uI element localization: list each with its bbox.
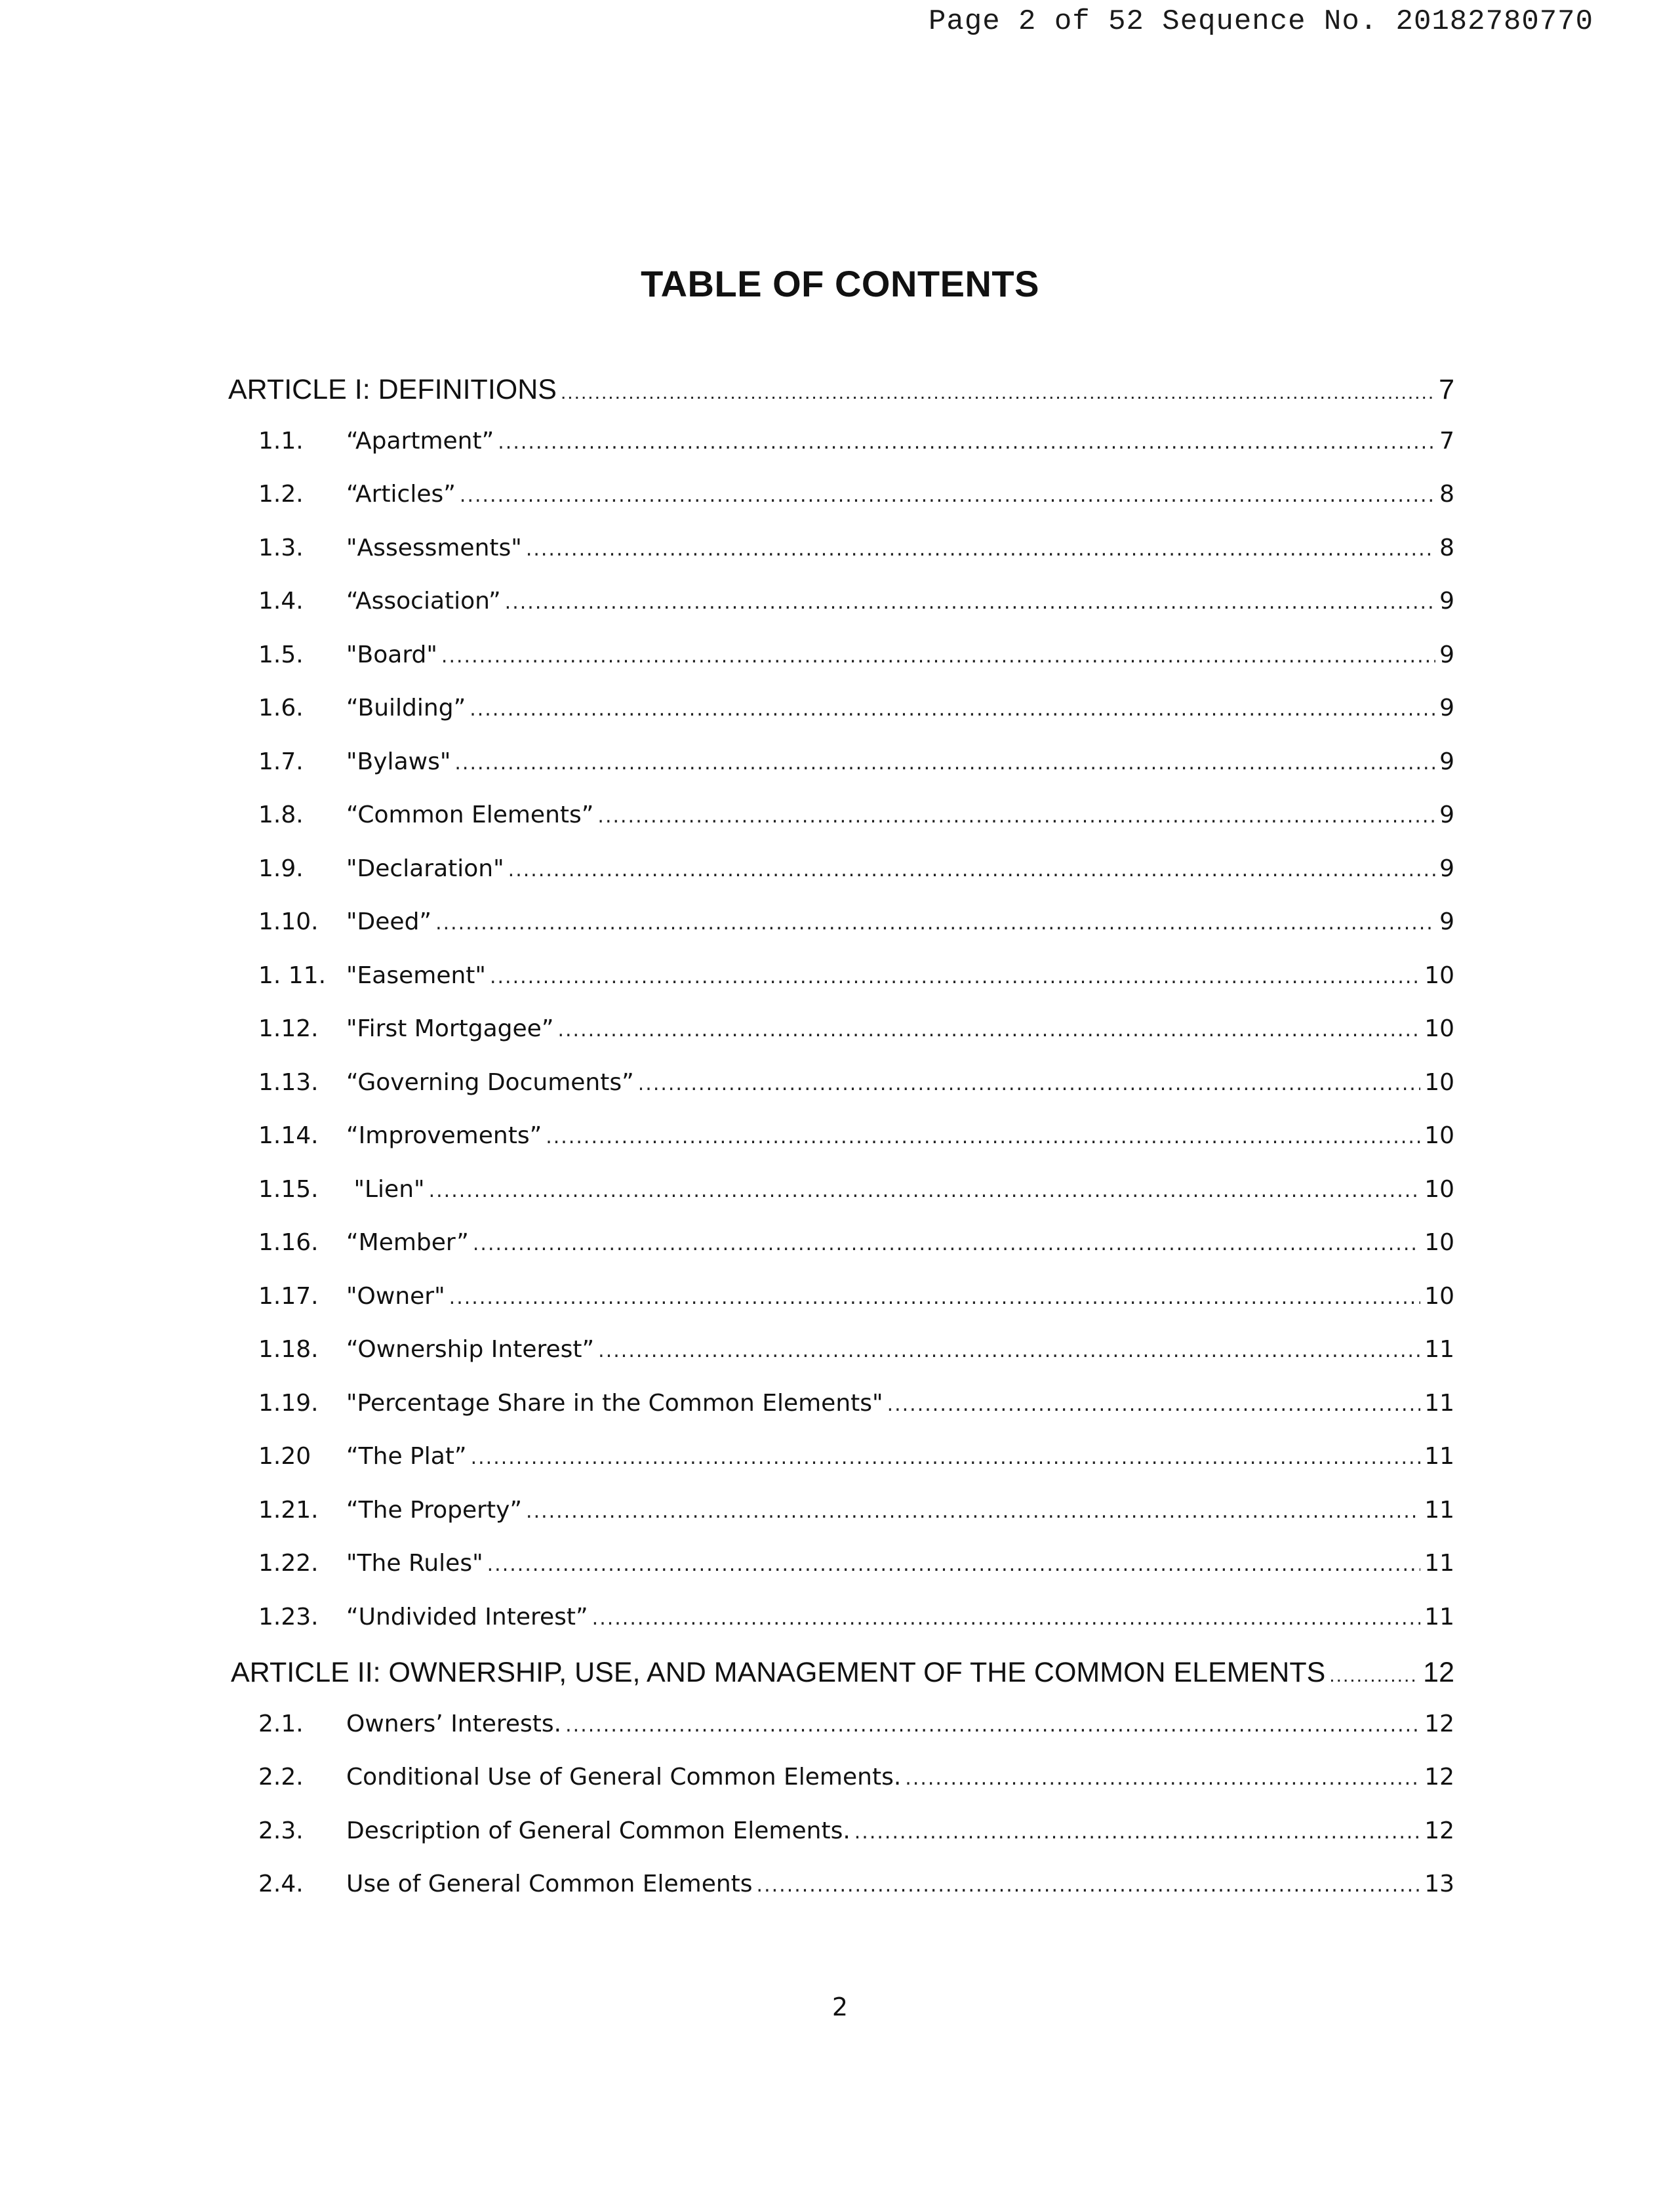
section-number: 1.17. [258,1282,319,1310]
section-page: 11 [1424,1336,1454,1363]
toc-section-1-9[interactable] [228,855,1454,909]
toc-section-2-2[interactable] [228,1764,1454,1817]
dot-leader [597,805,1435,828]
section-title: “Undivided Interest” [346,1603,588,1631]
section-number: 1.9. [258,855,304,882]
section-number: 1.7. [258,748,304,775]
dot-leader [598,1339,1420,1362]
section-page: 10 [1424,1175,1454,1203]
section-title: "Board" [346,641,437,668]
section-number: 1.10. [258,908,319,935]
section-page: 9 [1439,908,1454,935]
dot-leader [435,912,1435,935]
toc-section-1-11[interactable] [228,962,1454,1016]
toc-section-1-1[interactable] [228,428,1454,481]
section-title: "Lien" [346,1175,425,1203]
section-page: 12 [1424,1710,1454,1737]
section-number: 1.14. [258,1122,319,1149]
toc-section-1-8[interactable] [228,801,1454,855]
section-title: "Deed” [346,908,432,935]
section-number: 1.20 [258,1443,311,1470]
section-title: "Percentage Share in the Common Elements" [346,1389,883,1417]
article-label: ARTICLE I: DEFINITIONS [228,374,557,405]
section-page: 10 [1424,1068,1454,1096]
dot-leader [757,1874,1421,1897]
section-number: 1.4. [258,588,304,615]
dot-leader [546,1125,1420,1148]
dot-leader [592,1607,1421,1630]
sequence-stamp: Page 2 of 52 Sequence No. 20182780770 [929,5,1593,38]
section-page: 12 [1424,1817,1454,1844]
toc-section-1-22[interactable] [228,1550,1454,1604]
dot-leader [471,1446,1421,1469]
section-title: “Articles” [346,481,456,508]
section-page: 11 [1424,1550,1454,1577]
toc-section-1-14[interactable] [228,1122,1454,1176]
section-number: 1. 11. [258,962,327,989]
toc-section-1-18[interactable] [228,1336,1454,1390]
toc-section-2-3[interactable] [228,1817,1454,1871]
section-page: 12 [1424,1764,1454,1791]
section-page: 10 [1424,1229,1454,1256]
section-title: “Common Elements” [346,801,594,828]
section-title: “Improvements” [346,1122,542,1149]
dot-leader [490,965,1420,988]
section-title: "Bylaws" [346,748,451,775]
section-title: “The Property” [346,1496,523,1524]
toc-section-1-20[interactable] [228,1443,1454,1497]
dot-leader [905,1767,1420,1790]
dot-leader [565,1714,1420,1737]
dot-leader [526,1500,1420,1523]
section-page: 10 [1424,1122,1454,1149]
section-title: "Easement" [346,962,486,989]
page-number: 2 [831,1993,849,2021]
section-page: 10 [1424,1282,1454,1310]
section-title: "The Rules" [346,1550,483,1577]
dot-leader [470,698,1435,721]
section-page: 11 [1424,1389,1454,1417]
toc-section-1-16[interactable] [228,1229,1454,1283]
dot-leader [887,1393,1421,1416]
section-title: “Building” [346,695,466,721]
dot-leader [638,1072,1420,1095]
section-title: "First Mortgagee” [346,1015,554,1042]
section-title: Conditional Use of General Common Elements. [346,1764,902,1791]
section-number: 1.18. [258,1336,319,1363]
toc-section-2-4[interactable] [228,1871,1454,1924]
section-number: 1.13. [258,1068,319,1096]
dot-leader [454,752,1435,775]
dot-leader [854,1821,1420,1844]
section-title: "Owner" [346,1282,445,1310]
section-page: 9 [1439,801,1454,828]
toc-section-1-5[interactable] [228,641,1454,695]
document-title: TABLE OF CONTENTS [641,263,1039,304]
section-number: 1.21. [258,1496,319,1524]
toc-section-1-12[interactable] [228,1015,1454,1069]
toc-section-1-19[interactable] [228,1390,1454,1444]
section-page: 9 [1439,748,1454,775]
section-number: 1.1. [258,427,304,455]
section-page: 11 [1424,1496,1454,1524]
toc-section-1-23[interactable] [228,1604,1454,1657]
section-page: 7 [1439,427,1454,455]
toc-section-1-21[interactable] [228,1497,1454,1550]
dot-leader [429,1179,1421,1202]
dot-leader [473,1232,1420,1255]
toc-section-2-1[interactable] [228,1711,1454,1764]
table-of-contents [228,374,1454,1924]
dot-leader [508,859,1435,881]
dot-leader [526,538,1435,561]
section-title: Owners’ Interests. [346,1710,562,1737]
section-number: 1.6. [258,695,304,721]
toc-section-1-6[interactable] [228,695,1454,748]
toc-section-1-2[interactable] [228,481,1454,535]
dot-leader [561,382,1435,404]
toc-section-1-7[interactable] [228,748,1454,802]
section-title: "Assessments" [346,534,522,561]
section-title: “The Plat” [346,1443,467,1470]
article-page: 12 [1423,1657,1454,1688]
toc-article-1[interactable] [228,374,1454,428]
toc-section-1-10[interactable] [228,908,1454,962]
section-number: 2.2. [258,1764,304,1791]
article-page: 7 [1439,374,1454,405]
dot-leader [460,484,1435,507]
dot-leader [487,1553,1421,1576]
section-page: 8 [1439,534,1454,561]
section-page: 9 [1439,588,1454,615]
section-title: “Governing Documents” [346,1068,634,1096]
section-number: 2.3. [258,1817,304,1844]
section-page: 8 [1439,481,1454,508]
section-page: 9 [1439,641,1454,668]
toc-article-2[interactable] [228,1657,1454,1711]
section-number: 1.16. [258,1229,319,1256]
section-page: 9 [1439,855,1454,882]
section-page: 10 [1424,962,1454,989]
section-number: 1.2. [258,481,304,508]
article-label: ARTICLE II: OWNERSHIP, USE, AND MANAGEMENT OF THE COMMON ELEMENTS [231,1657,1326,1688]
section-number: 1.15. [258,1175,319,1203]
section-page: 13 [1424,1871,1454,1897]
toc-section-1-17[interactable] [228,1283,1454,1337]
dot-leader [441,645,1435,668]
section-number: 1.23. [258,1603,319,1631]
section-number: 1.8. [258,801,304,828]
dot-leader [1329,1665,1419,1687]
section-title: “Ownership Interest” [346,1336,595,1363]
toc-section-1-3[interactable] [228,535,1454,588]
dot-leader [505,591,1435,614]
toc-section-1-13[interactable] [228,1069,1454,1123]
section-title: Use of General Common Elements [346,1871,753,1897]
section-number: 1.3. [258,534,304,561]
section-title: "Declaration" [346,855,504,882]
section-title: Description of General Common Elements. [346,1817,850,1844]
section-number: 1.12. [258,1015,319,1042]
section-page: 10 [1424,1015,1454,1042]
dot-leader [498,431,1435,454]
toc-section-1-4[interactable] [228,588,1454,641]
section-title: “Association” [346,588,501,615]
section-title: “Member” [346,1229,469,1256]
toc-section-1-15[interactable] [228,1176,1454,1230]
dot-leader [557,1019,1420,1042]
section-number: 2.1. [258,1710,304,1737]
section-number: 1.22. [258,1550,319,1577]
section-number: 1.5. [258,641,304,668]
dot-leader [449,1286,1421,1309]
section-page: 11 [1424,1603,1454,1631]
section-page: 9 [1439,695,1454,721]
section-number: 1.19. [258,1389,319,1417]
section-page: 11 [1424,1443,1454,1470]
section-title: “Apartment” [346,427,494,455]
section-number: 2.4. [258,1871,304,1897]
